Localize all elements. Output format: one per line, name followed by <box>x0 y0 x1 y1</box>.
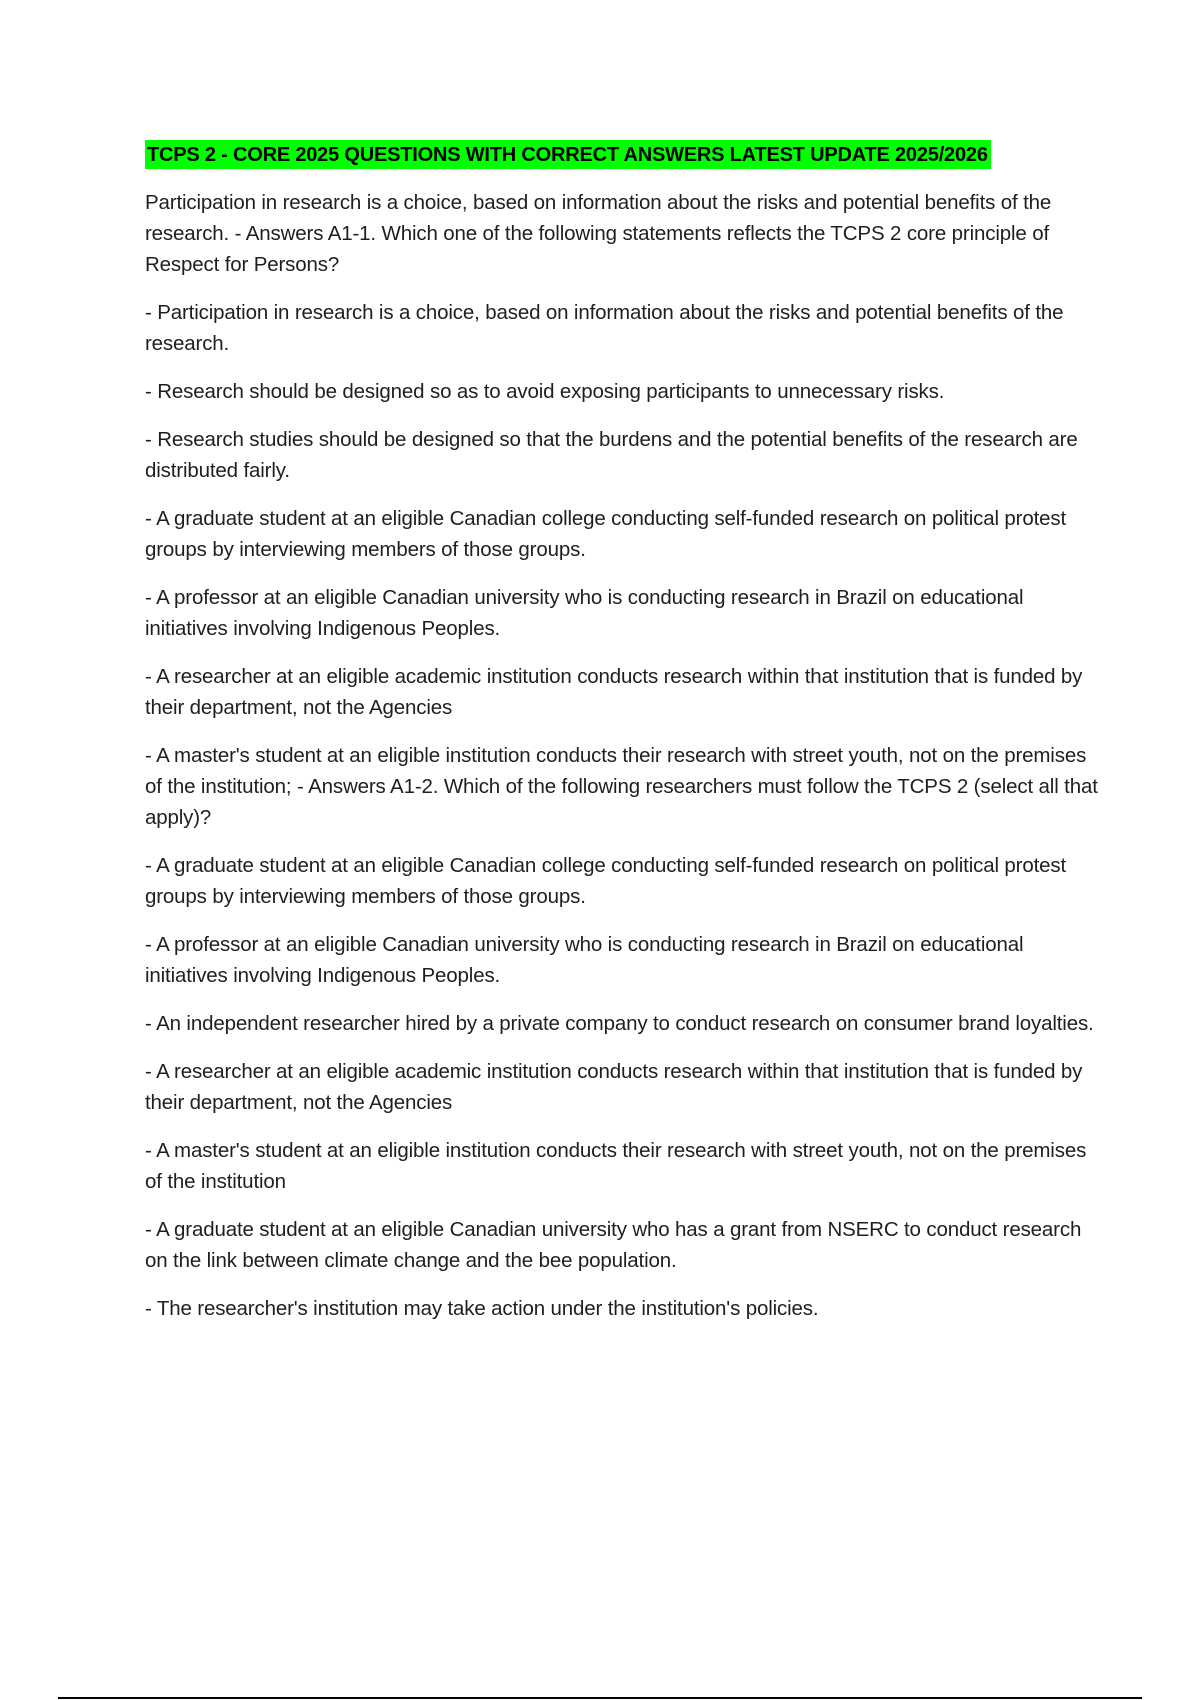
paragraph: - Participation in research is a choice, based on information about the risks and potential benefits of the research. <box>145 301 1064 355</box>
paragraph: Participation in research is a choice, based on information about the risks and potential benefits of the research. - Answers A1-1. Which one of the following statements reflects the TCPS 2 core principle of Respect for Persons? <box>145 191 1052 276</box>
footer-divider <box>58 1697 1142 1699</box>
paragraph: - Research should be designed so as to avoid exposing participants to unnecessary risks. <box>145 380 945 403</box>
document-body <box>145 140 1105 1341</box>
paragraph: - The researcher's institution may take action under the institution's policies. <box>145 1297 819 1320</box>
paragraph: - A professor at an eligible Canadian university who is conducting research in Brazil on educational initiatives involving Indigenous Peoples. <box>145 933 1024 987</box>
paragraph: - A professor at an eligible Canadian university who is conducting research in Brazil on educational initiatives involving Indigenous Peoples. <box>145 586 1024 640</box>
paragraph: - A researcher at an eligible academic institution conducts research within that institution that is funded by their department, not the Agencies <box>145 1060 1083 1114</box>
paragraph: - A graduate student at an eligible Canadian college conducting self-funded research on political protest groups by interviewing members of those groups. <box>145 507 1067 561</box>
document-title: TCPS 2 - CORE 2025 QUESTIONS WITH CORRECT ANSWERS LATEST UPDATE 2025/2026 <box>145 140 991 169</box>
paragraph: - A graduate student at an eligible Canadian college conducting self-funded research on political protest groups by interviewing members of those groups. <box>145 854 1067 908</box>
paragraph: - Research studies should be designed so that the burdens and the potential benefits of the research are distributed fairly. <box>145 428 1078 482</box>
paragraph: - A master's student at an eligible institution conducts their research with street youth, not on the premises of the institution; - Answers A1-2. Which of the following researchers must follow the TCPS 2 (select all that apply)? <box>145 744 1098 829</box>
paragraph: - A graduate student at an eligible Canadian university who has a grant from NSERC to conduct research on the link between climate change and the bee population. <box>145 1218 1082 1272</box>
paragraph: - A researcher at an eligible academic institution conducts research within that institution that is funded by their department, not the Agencies <box>145 665 1083 719</box>
paragraph: - A master's student at an eligible institution conducts their research with street youth, not on the premises of the institution <box>145 1139 1087 1193</box>
paragraph: - An independent researcher hired by a private company to conduct research on consumer brand loyalties. <box>145 1012 1094 1035</box>
